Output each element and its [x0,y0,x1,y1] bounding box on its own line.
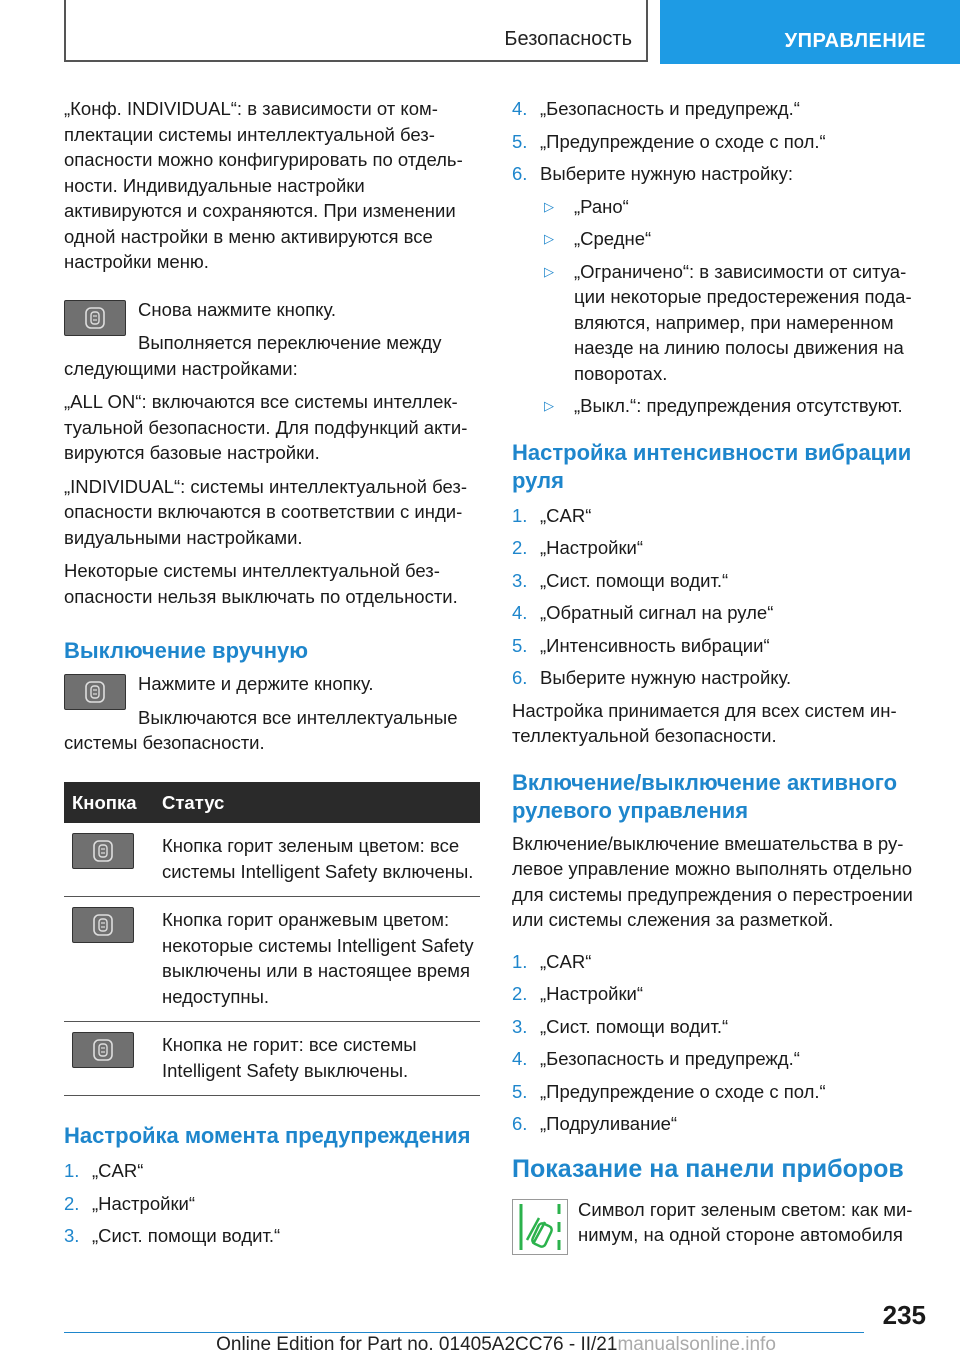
header-section-tab [64,0,648,62]
heading-active-steering: Включение/выключение активного рулевого управления [512,769,898,823]
heading-instrument-display: Показание на панели приборов [512,1154,904,1183]
heading-manual-off: Выключение вручную [64,638,309,663]
list-item: 1. „CAR“ [512,950,592,972]
list-item: 3. „Сист. помощи водит.“ [64,1225,281,1246]
right-column [512,96,928,1259]
list-item: 6. „Подруливание“ [512,1113,678,1134]
list-item: 3. „Сист. помощи водит.“ [512,1015,729,1037]
intro-paragraph: „Конф. INDIVIDUAL“: в зависимости от комплектации системы интеллектуальной безопасности можно конфигурировать по отдельности. Индивидуальные настройки активируются и сохраняются. При изменении одной настройки в меню активируются все настройки меню. [64,98,463,272]
triangle-bullet-icon: ▷ [544,263,554,279]
individual-text: „INDIVIDUAL“: системы интеллектуальной безопасности включаются в соответствии с индивидуальными настройками. [64,475,467,548]
steering-text: Включение/выключение вмешательства в рулевое управление можно выполнять отдельно для системы предупреждения о перестроении или системы слежения за разметкой. [512,832,913,930]
status-text: Кнопка горит оранжевым цветом: некоторые системы Intelligent Safety выключены или в настоящее время недоступны. [162,897,480,1022]
press-hold-text: Нажмите и держите кнопку. [138,673,374,694]
warning-time-steps [64,1158,480,1249]
footer-watermark: manualsonline.info [617,1334,776,1355]
left-column [64,96,480,1256]
heading-warning-time: Настройка момента предупреждения [64,1123,471,1148]
table-row [64,897,480,1022]
table-header-row [64,782,480,824]
safety-button-green-icon [72,833,134,869]
footer-edition-text: Online Edition for Part no. 01405A2CC76 - II/21 [216,1334,618,1355]
header-chapter-tab [660,0,960,64]
page-number: 235 [882,1300,926,1330]
list-item: 1. „CAR“ [64,1160,144,1181]
some-cannot-text: Некоторые системы интеллектуальной безопасности нельзя выключать по отдельности. [64,560,458,607]
safety-button-icon [64,674,126,710]
header-section-title: Безопасность [504,28,632,50]
list-item: 2. „Настройки“ [512,537,644,558]
list-item: 5. „Предупреждение о сходе с пол.“ [512,1080,826,1102]
heading-vibration: Настройка интенсивности вибрации руля [512,439,912,493]
list-item: 4. „Обратный сигнал на руле“ [512,602,774,623]
footer [64,1334,928,1356]
triangle-bullet-icon: ▷ [544,231,554,246]
list-item: 4. „Безопасность и предупрежд.“ [512,1048,800,1069]
table-row [64,823,480,897]
steering-steps [512,949,928,1137]
display-text: Символ горит зеленым светом: как минимум, на одной стороне автомобиля [578,1198,913,1245]
list-item: 3. „Сист. помощи водит.“ [512,569,729,591]
safety-button-icon [64,300,126,336]
vibration-steps [512,503,928,691]
table-row [64,1022,480,1096]
table-header-status: Статус [162,782,480,824]
list-item: 5. „Предупреждение о сходе с пол.“ [512,130,826,152]
triangle-bullet-icon: ▷ [544,198,554,214]
button-status-table [64,782,480,1097]
list-item: 6. Выберите нужную настройку: [512,163,793,184]
list-item: 6. Выберите нужную настройку. [512,667,792,688]
list-item: 2. „Настройки“ [64,1192,196,1214]
list-item: ▷ „Средне“ [540,226,928,252]
list-item: ▷ „Рано“ [540,194,928,220]
list-item: 1. „CAR“ [512,504,592,526]
header-chapter-title: УПРАВЛЕНИЕ [784,30,926,52]
warning-time-steps-continued [512,96,928,187]
safety-button-orange-icon [72,907,134,943]
vibration-note: Настройка принимается для всех систем интеллектуальной безопасности. [512,699,897,746]
triangle-bullet-icon: ▷ [544,398,554,413]
list-item: ▷ „Выкл.“: предупреждения отсутствуют. [540,393,928,419]
all-on-text: „ALL ON“: включаются все системы интеллектуальной безопасности. Для подфункций активируются базовые настройки. [64,391,468,463]
warning-options [540,194,928,419]
status-text: Кнопка не горит: все системы Intelligent Safety выключены. [162,1022,480,1096]
footer-divider [64,1332,864,1333]
list-item: 2. „Настройки“ [512,983,644,1004]
list-item: ▷ „Ограничено“: в зависимости от ситуации некоторые предостережения подавляются, например, при намеренном наезде на линию полосы движения на поворотах. [540,259,928,387]
list-item: 4. „Безопасность и предупрежд.“ [512,98,800,119]
press-again-text: Снова нажмите кнопку. [138,298,336,320]
safety-button-off-icon [72,1032,134,1068]
list-item: 5. „Интенсивность вибрации“ [512,634,770,656]
all-off-text: Выключаются все интеллектуальные системы безопасности. [64,706,458,753]
table-header-button: Кнопка [64,782,162,824]
lane-assist-icon [512,1199,568,1255]
status-text: Кнопка горит зеленым цветом: все системы Intelligent Safety включены. [162,823,480,897]
switching-text: Выполняется переключение между следующими настройками: [64,332,442,379]
